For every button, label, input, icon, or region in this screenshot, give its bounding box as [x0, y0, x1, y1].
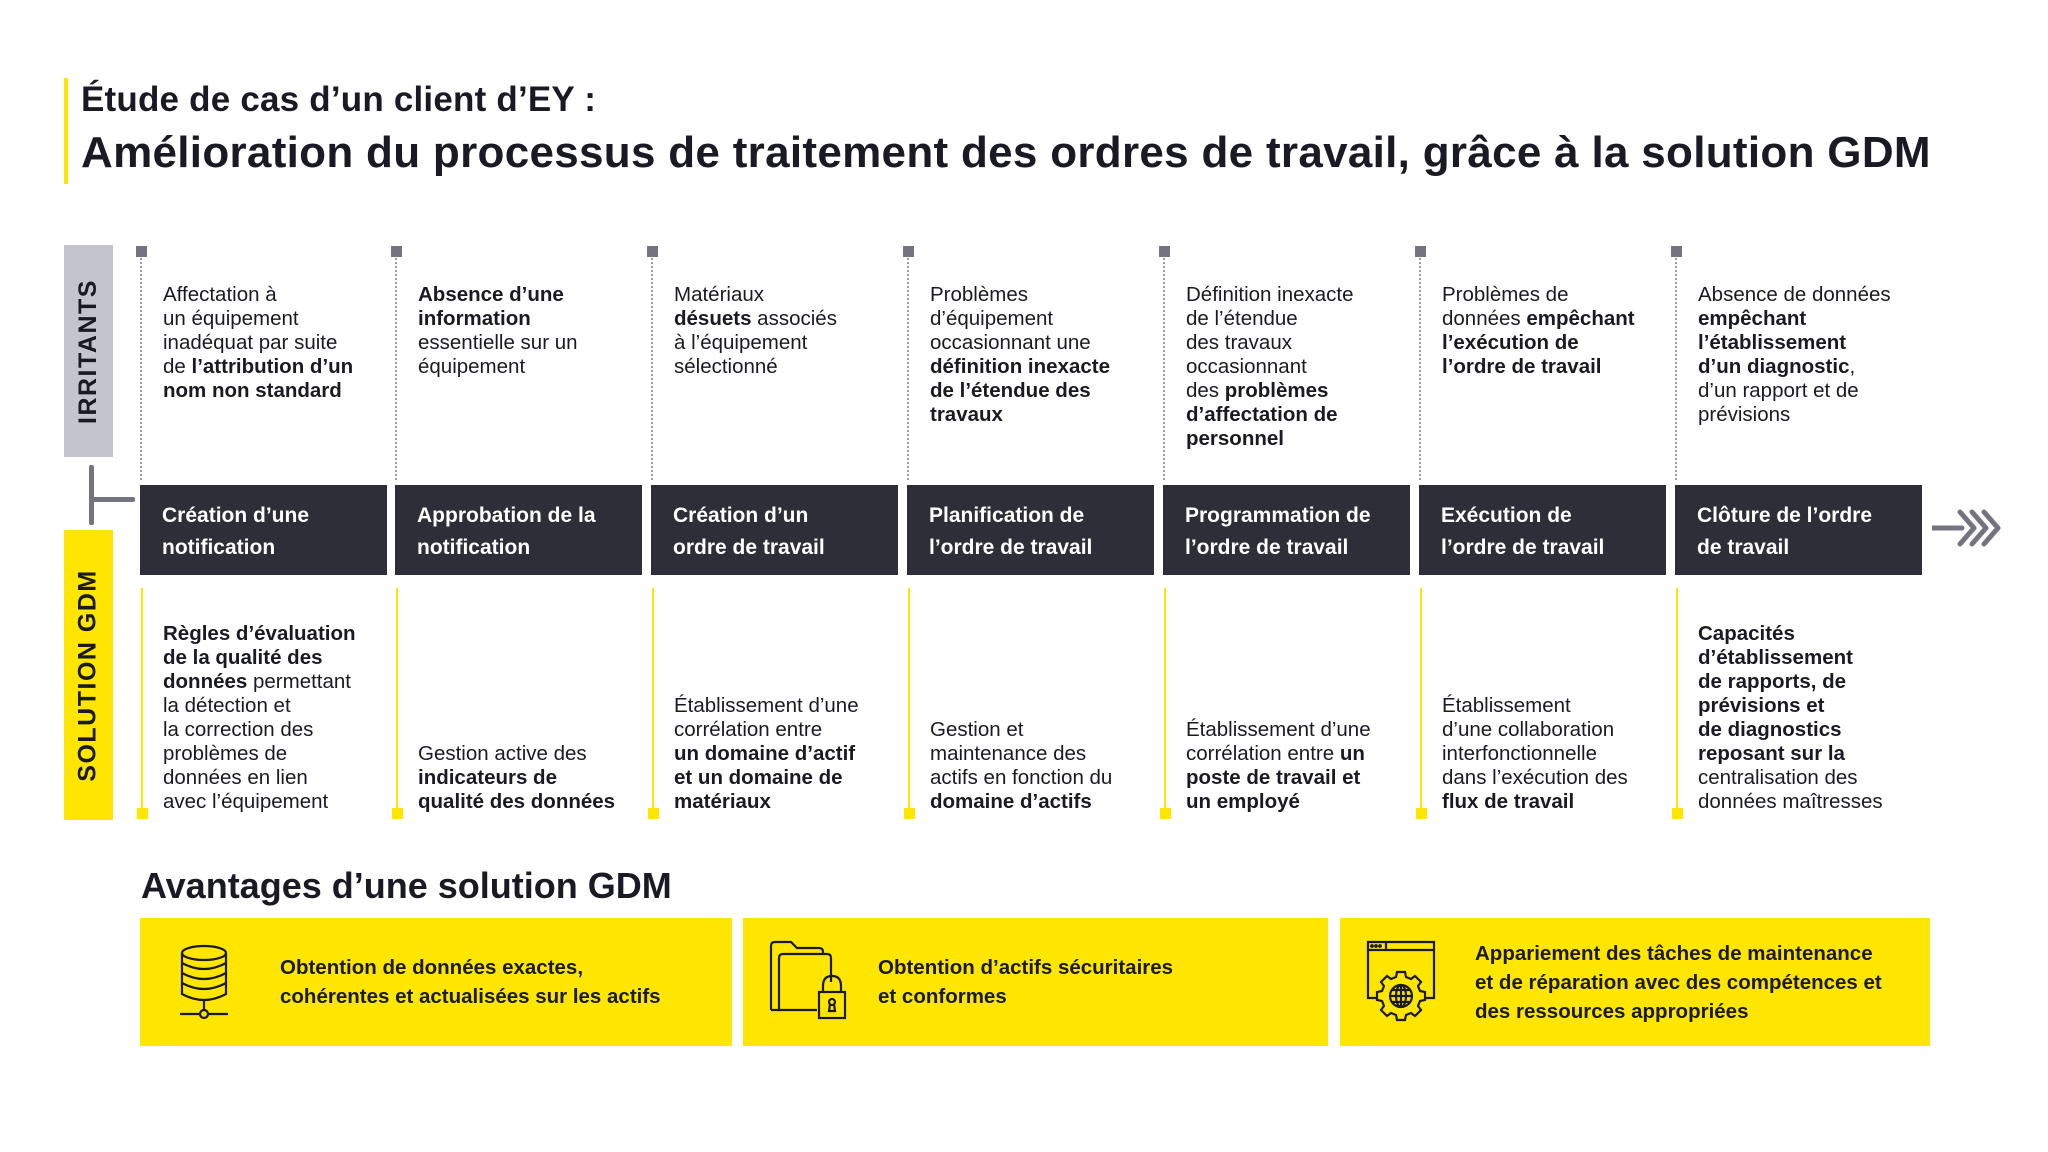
irritant-marker [903, 246, 914, 257]
advantage-line-3: des ressources appropriées [1475, 1000, 1749, 1023]
dotted-divider [1163, 258, 1165, 480]
solution-marker [648, 808, 659, 819]
row-connector-horizontal [89, 497, 135, 502]
advantage-text [878, 953, 1173, 1011]
step-label-line-1: Approbation de la [417, 504, 596, 527]
solution-marker [1672, 808, 1683, 819]
irritants-row-label [64, 245, 113, 457]
dotted-divider [140, 258, 142, 480]
step-label-line-2: l’ordre de travail [1185, 536, 1349, 559]
irritants-label-text: IRRITANTS [74, 278, 103, 424]
step-box [140, 485, 387, 575]
step-box [1419, 485, 1666, 575]
solution-marker [392, 808, 403, 819]
dotted-divider [651, 258, 653, 480]
step-label-line-1: Programmation de [1185, 504, 1371, 527]
advantage-card-security [743, 918, 1328, 1046]
irritant-text: Absence de données empêchant l’établissement d’un diagnostic, d’un rapport et de prévisions [1698, 283, 1891, 426]
irritant-text: Problèmes d’équipement occasionnant une définition inexacte de l’étendue des travaux [930, 283, 1110, 426]
advantage-card-data [140, 918, 732, 1046]
step-label-line-1: Exécution de [1441, 504, 1572, 527]
advantage-line-2: et conformes [878, 985, 1007, 1008]
solution-line [1676, 588, 1678, 810]
irritant-text: Problèmes de données empêchant l’exécution de l’ordre de travail [1442, 283, 1635, 378]
solution-line [1420, 588, 1422, 810]
solution-marker [904, 808, 915, 819]
step-box [1163, 485, 1410, 575]
step-label-line-1: Clôture de l’ordre [1697, 504, 1873, 527]
advantage-line-2: et de réparation avec des compétences et [1475, 971, 1882, 994]
dotted-divider [1419, 258, 1421, 480]
step-label-line-2: l’ordre de travail [929, 536, 1093, 559]
dotted-divider [1675, 258, 1677, 480]
solution-text: Établissement d’une collaboration interfonctionnelle dans l’exécution des flux de travail [1442, 694, 1628, 813]
advantage-line-1: Appariement des tâches de maintenance [1475, 942, 1873, 965]
dotted-divider [907, 258, 909, 480]
advantage-text [280, 953, 661, 1011]
step-label-line-2: ordre de travail [673, 536, 825, 559]
step-label-line-2: notification [417, 536, 531, 559]
step-label-line-2: de travail [1697, 536, 1790, 559]
step-label-line-1: Planification de [929, 504, 1085, 527]
browser-gear-globe-icon [1366, 940, 1436, 1029]
triple-chevron-right-icon [1932, 508, 2008, 553]
solution-text: Établissement d’une corrélation entre un domaine d’actif et un domaine de matériaux [674, 694, 859, 813]
title-accent-bar [64, 78, 68, 184]
advantage-line-1: Obtention d’actifs sécuritaires [878, 956, 1174, 979]
solution-row-label [64, 530, 113, 820]
step-box [651, 485, 898, 575]
solution-text: Gestion active des indicateurs de qualité des données [418, 742, 616, 813]
step-box [395, 485, 642, 575]
irritant-marker [1415, 246, 1426, 257]
advantage-card-matching [1340, 918, 1930, 1046]
solution-line [396, 588, 398, 810]
irritant-text: Affectation à un équipement inadéquat par suite de l’attribution d’un nom non standard [163, 283, 354, 402]
solution-text: Établissement d’une corrélation entre un poste de travail et un employé [1186, 718, 1371, 813]
solution-label-text: SOLUTION GDM [74, 568, 102, 782]
irritant-marker [1671, 246, 1682, 257]
solution-marker [137, 808, 148, 819]
irritant-text: Absence d’une information essentielle sur un équipement [418, 283, 578, 378]
advantage-line-2: cohérentes et actualisées sur les actifs [280, 985, 661, 1008]
step-box [907, 485, 1154, 575]
solution-text: Gestion et maintenance des actifs en fonction du domaine d’actifs [930, 718, 1113, 813]
database-network-icon [176, 944, 232, 1027]
step-label-line-2: notification [162, 536, 276, 559]
solution-text: Capacités d’établissement de rapports, de prévisions et de diagnostics reposant sur la centralisation des données maîtresses [1698, 622, 1883, 813]
solution-line [908, 588, 910, 810]
advantage-line-1: Obtention de données exactes, [280, 956, 584, 979]
solution-line [652, 588, 654, 810]
step-label-line-2: l’ordre de travail [1441, 536, 1605, 559]
irritant-text: Matériaux désuets associés à l’équipement sélectionné [674, 283, 837, 378]
page-subtitle: Étude de cas d’un client d’EY : [81, 80, 597, 119]
step-box [1675, 485, 1922, 575]
irritant-marker [136, 246, 147, 257]
step-label-line-1: Création d’un [673, 504, 809, 527]
solution-marker [1416, 808, 1427, 819]
row-connector-vertical [89, 465, 94, 525]
advantage-text [1475, 939, 1882, 1026]
solution-marker [1160, 808, 1171, 819]
dotted-divider [395, 258, 397, 480]
irritant-text: Définition inexacte de l’étendue des travaux occasionnant des problèmes d’affectation de personnel [1186, 283, 1354, 450]
step-label-line-1: Création d’une [162, 504, 310, 527]
irritant-marker [391, 246, 402, 257]
irritant-marker [647, 246, 658, 257]
page-title: Amélioration du processus de traitement des ordres de travail, grâce à la solution GDM [81, 128, 1931, 177]
irritant-marker [1159, 246, 1170, 257]
folder-lock-icon [769, 940, 849, 1027]
solution-line [141, 588, 143, 810]
solution-line [1164, 588, 1166, 810]
solution-text: Règles d’évaluation de la qualité des données permettant la détection et la correction des problèmes de données en lien avec l’équipement [163, 622, 356, 813]
advantages-title: Avantages d’une solution GDM [141, 865, 672, 906]
